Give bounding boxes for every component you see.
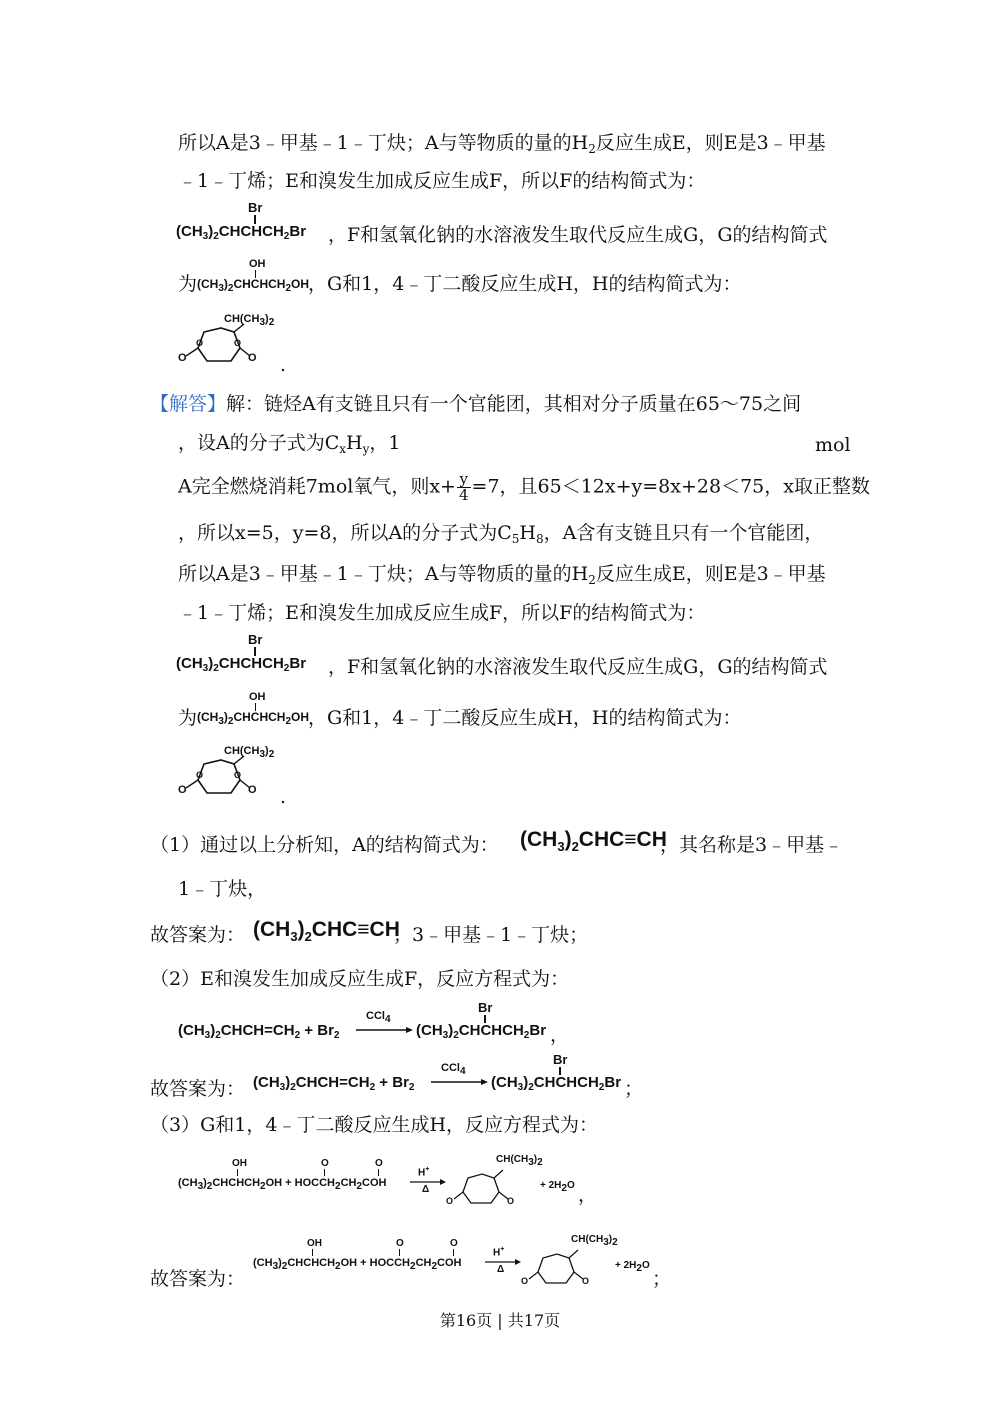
text-line: 1﹣丁炔， <box>178 878 267 900</box>
period: . <box>280 786 287 808</box>
text-line: 所以A是3﹣甲基﹣1﹣丁炔；A与等物质的量的$H_2$反应生成E，则E是3﹣甲基 <box>178 563 826 587</box>
text-line: ﹣1﹣丁烯；E和溴发生加成反应生成F，所以F的结构简式为： <box>178 170 706 192</box>
text-line: ，F和氢氧化钠的水溶液发生取代反应生成G，G的结构简式 <box>328 656 828 678</box>
equation-1: $(CH_3)_2CHCH=CH_2 + Br_2$ CCl$_4$ Br $(CH_3)_2CHCHCH_2Br$ <box>253 1052 653 1098</box>
text-line: mol <box>815 434 851 456</box>
h-ring-structure: $CH(CH_3)_2$ O O O O <box>176 740 286 804</box>
g-structure: OH $(CH_3)_2CHCHCH_2OH$ <box>197 258 310 294</box>
text-line: 故答案为： <box>150 1268 246 1290</box>
text-line: 【解答】解：链烃A有支链且只有一个官能团，其相对分子质量在65～75之间 <box>150 393 802 415</box>
text-line: 为 <box>178 707 198 729</box>
text-line: （3）G和1，4﹣丁二酸反应生成H，反应方程式为： <box>150 1114 599 1136</box>
text-line: ；3﹣甲基﹣1﹣丁炔； <box>393 924 589 946</box>
h-ring-structure: $CH(CH_3)_2$ O O O O <box>176 308 286 372</box>
text-line: 为 <box>178 273 198 295</box>
g-structure: OH $(CH_3)_2CHCHCH_2OH$ <box>197 691 310 727</box>
text-line: ，设A的分子式为$C_xH_y$，1 <box>178 432 401 456</box>
equation-2: OH $(CH_3)_2CHCHCH_2OH$ + $HOCCH_2CH_2COH$ O O H+ Δ $CH(CH_3)_2$ O O + $2H_2O$ <box>253 1230 663 1290</box>
fraction: $\frac{y}{4}$ <box>458 470 469 504</box>
text-line: A完全燃烧消耗7mol氧气，则x+ $\frac{y}{4}$ =7，且65＜12x+y=8x+28＜75，x取正整数 <box>178 470 870 504</box>
answer-tag: 【解答】 <box>150 393 227 415</box>
page-footer: 第16页 | 共17页 <box>439 1311 561 1330</box>
text-line: ， <box>578 1184 598 1206</box>
a-formula: $(CH_3)_2CHC\equiv CH$ <box>520 828 667 855</box>
text-line: 故答案为： <box>150 924 246 946</box>
f-structure: Br $(CH_3)_2CHCHCH_2Br$ <box>176 632 307 674</box>
text-line: ； <box>624 1078 644 1100</box>
text-line: 故答案为： <box>150 1078 246 1100</box>
text-line: ， <box>550 1024 570 1046</box>
text-line: （2）E和溴发生加成反应生成F，反应方程式为： <box>150 968 570 990</box>
equation-2: OH $(CH_3)_2CHCHCH_2OH$ + $HOCCH_2CH_2COH$ O O H+ Δ $CH(CH_3)_2$ O O + $2H_2O$ <box>178 1150 588 1210</box>
text-line: ，G和1，4﹣丁二酸反应生成H，H的结构简式为： <box>308 273 742 295</box>
text-line: ，G和1，4﹣丁二酸反应生成H，H的结构简式为： <box>308 707 742 729</box>
equation-1: $(CH_3)_2CHCH=CH_2 + Br_2$ CCl$_4$ Br $(CH_3)_2CHCHCH_2Br$ <box>178 1000 578 1046</box>
a-formula: $(CH_3)_2CHC\equiv CH$ <box>253 918 400 945</box>
text-line: ﹣1﹣丁烯；E和溴发生加成反应生成F，所以F的结构简式为： <box>178 602 706 624</box>
period: . <box>280 354 287 376</box>
text-line: ，F和氢氧化钠的水溶液发生取代反应生成G，G的结构简式 <box>328 224 828 246</box>
text-line: 所以A是3﹣甲基﹣1﹣丁炔；A与等物质的量的$H_2$反应生成E，则E是3﹣甲基 <box>178 132 826 156</box>
text-line: ； <box>652 1268 672 1290</box>
f-structure: Br $(CH_3)_2CHCHCH_2Br$ <box>176 200 307 242</box>
text-line: （1）通过以上分析知，A的结构简式为： <box>150 834 499 856</box>
text-line: ，所以x=5，y=8，所以A的分子式为$C_5H_8$，A含有支链且只有一个官能团， <box>178 522 824 546</box>
text-line: ，其名称是3﹣甲基﹣ <box>660 834 844 856</box>
